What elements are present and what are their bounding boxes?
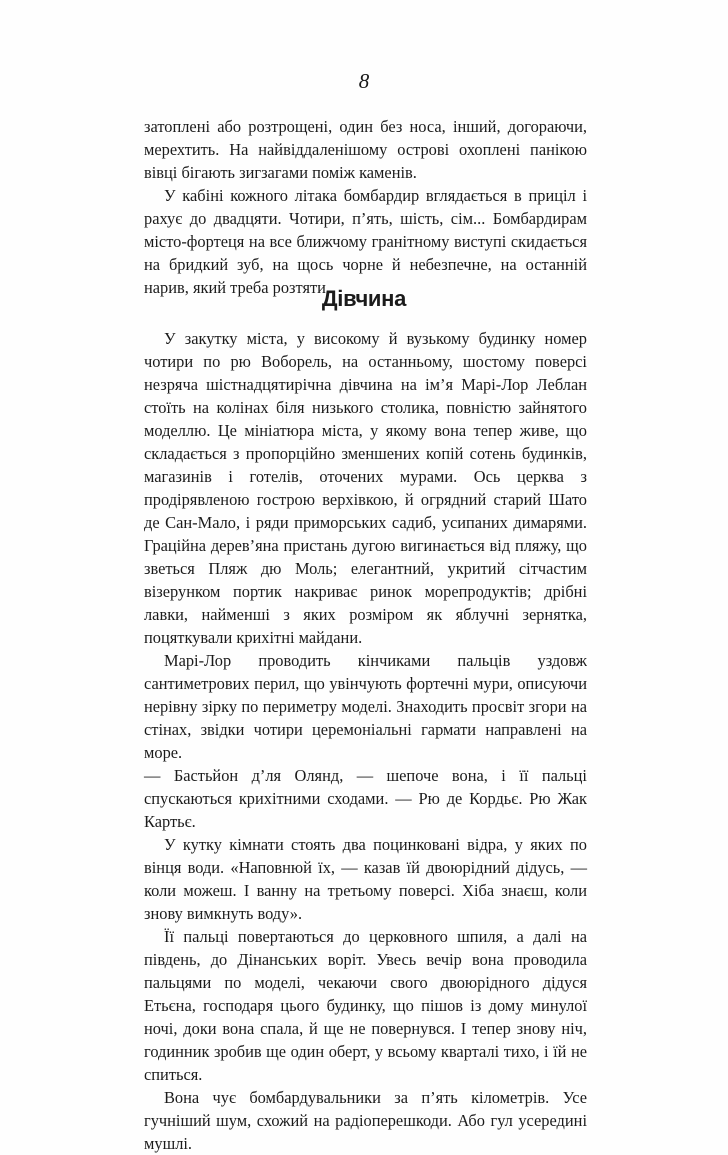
paragraph: Вона чує бомбардувальники за п’ять кілометрів. Усе гучніший шум, схожий на радіоперешкоди. Або гул усередині мушлі. (144, 1088, 587, 1153)
paragraph: Її пальці повертаються до церковного шпиля, а далі на південь, до Дінанських воріт. Увесь вечір вона проводила пальцями по моделі, чекаючи свого двоюрідного дідуся Етьєна, господаря цього будинку, що пішов із дому минулої ночі, доки вона спала, й ще не повернувся. І тепер знову ніч, годинник зробив ще один оберт, у всьому кварталі тихо, і їй не спиться. (144, 927, 587, 1084)
page-number: 8 (358, 69, 370, 93)
paragraph: — Бастьйон д’ля Олянд, — шепоче вона, і її пальці спускаються крихітними сходами. — Рю де Кордьє. Рю Жак Картьє. (144, 766, 587, 831)
paragraph: У кутку кімнати стоять два поцинковані відра, у яких по вінця води. «Наповнюй їх, — казав їй двоюрідний дідусь, — коли можеш. І ванну на третьому поверсі. Хіба знаєш, коли знову вимкнуть воду». (144, 835, 587, 923)
paragraph: У закутку міста, у високому й вузькому будинку номер чотири по рю Воборель, на останньому, шостому поверсі незряча шістнадцятирічна дівчина на ім’я Марі-Лор Леблан стоїть на колінах біля низького столика, повністю зайнятого моделлю. Це мініатюра міста, у якому вона тепер живе, що складається з пропорційно зменшених копій сотень будинків, магазинів і готелів, оточених мурами. Ось церква з продірявленою гострою верхівкою, й огрядний старий Шато де Сан-Мало, і ряди приморських садиб, усипаних димарями. Граційна дерев’яна пристань дугою вигинається від пляжу, що зветься Пляж дю Моль; елегантний, укритий сітчастим візерунком портик накриває ринок морепродуктів; дрібні лавки, найменші з яких розміром як яблучні зернятка, поцяткували крихітні майдани. (144, 329, 587, 647)
text-block-top (144, 115, 587, 299)
paragraph: Марі-Лор проводить кінчиками пальців уздовж сантиметрових перил, що увінчують фортечні мури, описуючи нерівну зірку по периметру моделі. Знаходить просвіт згори на стінах, звідки чотири церемоніальні гармати направлені на море. (144, 651, 587, 762)
chapter-title: Дівчина (321, 286, 407, 311)
paragraph: У кабіні кожного літака бомбардир вглядається в приціл і рахує до двадцяти. Чотири, п’ять, шість, сім... Бомбардирам місто-фортеця на все ближчому гранітному виступі скидається на бридкий зуб, на щось чорне й небезпечне, на останній нарив, який треба розтяти. (144, 186, 587, 297)
text-block-main (144, 327, 587, 1155)
paragraph: затоплені або розтрощені, один без носа, інший, догораючи, мерехтить. На найвіддаленішому острові охоплені панікою вівці бігають зигзагами поміж каменів. (144, 117, 587, 182)
